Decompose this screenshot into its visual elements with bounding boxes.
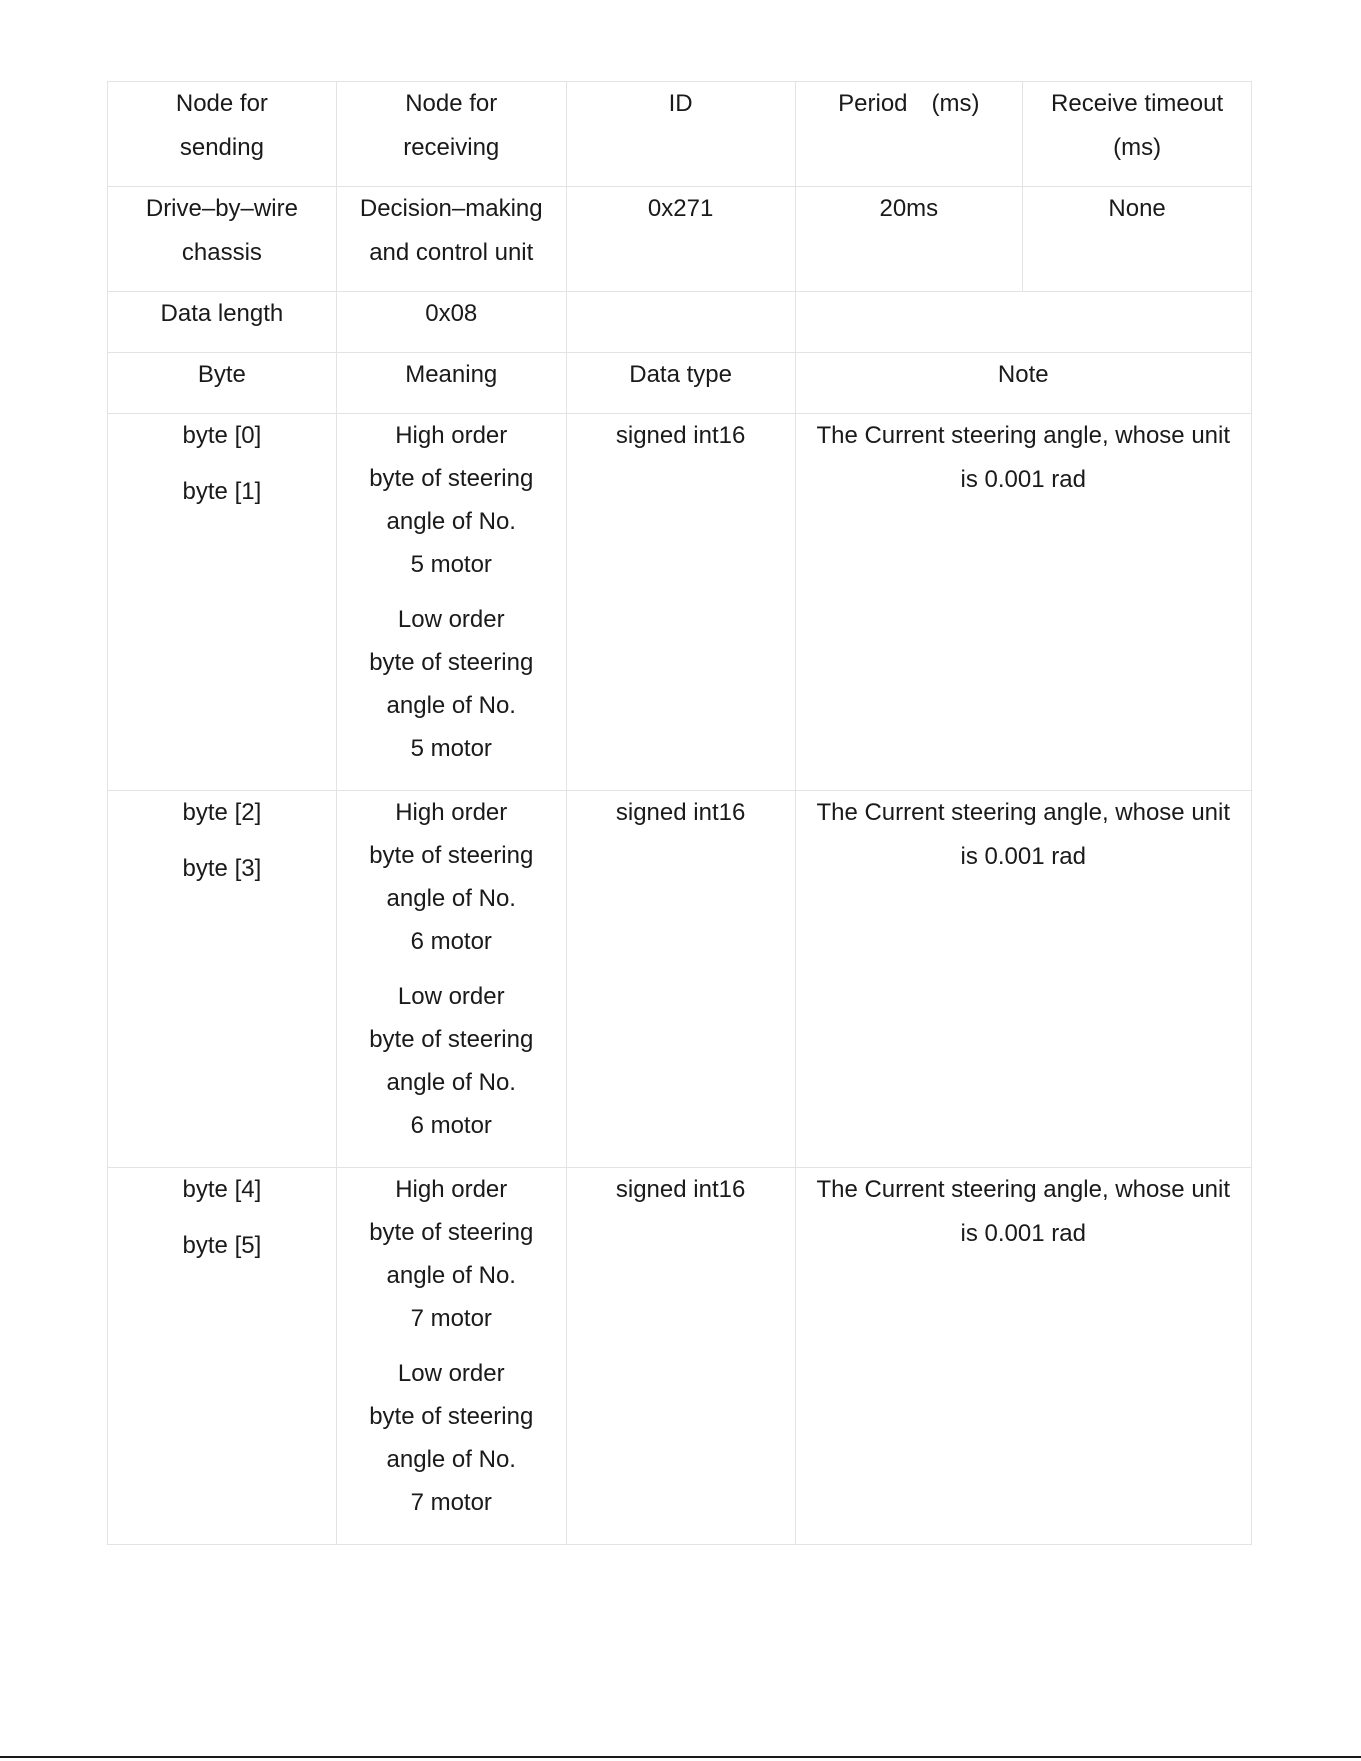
subheader-data-type: Data type [566,353,795,414]
header-text: Node for [175,90,268,117]
meaning-low [343,1352,560,1524]
note-text: is 0.001 rad [960,1220,1086,1247]
page-bottom-rule [0,1756,1361,1758]
cell-text: chassis [181,239,262,266]
cell-timeout: None [1023,187,1252,292]
header-receive-timeout [1023,82,1252,187]
cell-data-length-value: 0x08 [336,292,566,353]
subheader-meaning: Meaning [336,353,566,414]
table-row [108,1168,1252,1545]
meaning-text: High order [395,422,508,449]
table-row [108,187,1252,292]
cell-note [795,414,1252,791]
cell-data-type: signed int16 [566,1168,795,1545]
cell-empty [566,292,795,353]
subheader-note: Note [795,353,1252,414]
cell-bytes [108,1168,337,1545]
meaning-low [343,975,560,1147]
byte-label: byte [4] [182,1176,262,1203]
header-text: Receive timeout [1051,90,1224,117]
meaning-text: angle of No. [386,1262,516,1289]
cell-id: 0x271 [566,187,795,292]
cell-sending-node [108,187,337,292]
meaning-text: byte of steering [369,842,534,869]
cell-period: 20ms [795,187,1023,292]
meaning-text: angle of No. [386,885,516,912]
cell-meaning [336,1168,566,1545]
cell-text: Decision–making [359,195,543,222]
meaning-text: byte of steering [369,649,534,676]
header-period [795,82,1023,187]
table-row [108,414,1252,791]
cell-meaning [336,791,566,1168]
cell-data-type: signed int16 [566,414,795,791]
cell-text: Drive–by–wire [145,195,298,222]
cell-note [795,1168,1252,1545]
subheader-byte: Byte [108,353,337,414]
header-node-sending [108,82,337,187]
meaning-text: byte of steering [369,465,534,492]
table-header-row [108,82,1252,187]
note-text: The Current steering angle, whose unit [816,799,1231,826]
meaning-text: byte of steering [369,1219,534,1246]
header-text: Period (ms) [838,90,980,117]
meaning-text: angle of No. [386,508,516,535]
cell-meaning [336,414,566,791]
meaning-text: 7 motor [410,1489,492,1516]
meaning-text: 6 motor [410,1112,492,1139]
byte-label: byte [1] [182,478,262,505]
note-text: The Current steering angle, whose unit [816,1176,1231,1203]
meaning-text: Low order [397,983,505,1010]
byte-label: byte [2] [182,799,262,826]
meaning-text: byte of steering [369,1026,534,1053]
note-text: The Current steering angle, whose unit [816,422,1231,449]
header-text: Node for [405,90,498,117]
table-row [108,292,1252,353]
byte-label: byte [3] [182,855,262,882]
cell-bytes [108,414,337,791]
meaning-text: High order [395,799,508,826]
note-text: is 0.001 rad [960,466,1086,493]
table-subheader-row [108,353,1252,414]
meaning-low [343,598,560,770]
cell-note [795,791,1252,1168]
byte-label: byte [0] [182,422,262,449]
header-text: sending [179,134,264,161]
cell-empty [795,292,1252,353]
header-text: receiving [403,134,500,161]
header-node-receiving [336,82,566,187]
cell-receiving-node [336,187,566,292]
meaning-high [343,1168,560,1340]
cell-data-type: signed int16 [566,791,795,1168]
meaning-text: 5 motor [410,551,492,578]
header-text: ID [668,90,693,117]
meaning-text: Low order [397,606,505,633]
can-message-table [107,81,1252,1545]
meaning-text: angle of No. [386,1446,516,1473]
meaning-high [343,791,560,963]
meaning-text: 5 motor [410,735,492,762]
table-row [108,791,1252,1168]
byte-label: byte [5] [182,1232,262,1259]
meaning-text: High order [395,1176,508,1203]
cell-text: and control unit [369,239,534,266]
note-text: is 0.001 rad [960,843,1086,870]
meaning-text: 7 motor [410,1305,492,1332]
cell-bytes [108,791,337,1168]
cell-data-length-label: Data length [108,292,337,353]
meaning-text: angle of No. [386,692,516,719]
meaning-high [343,414,560,586]
header-id [566,82,795,187]
meaning-text: angle of No. [386,1069,516,1096]
header-text: (ms) [1113,134,1162,161]
meaning-text: byte of steering [369,1403,534,1430]
meaning-text: 6 motor [410,928,492,955]
meaning-text: Low order [397,1360,505,1387]
